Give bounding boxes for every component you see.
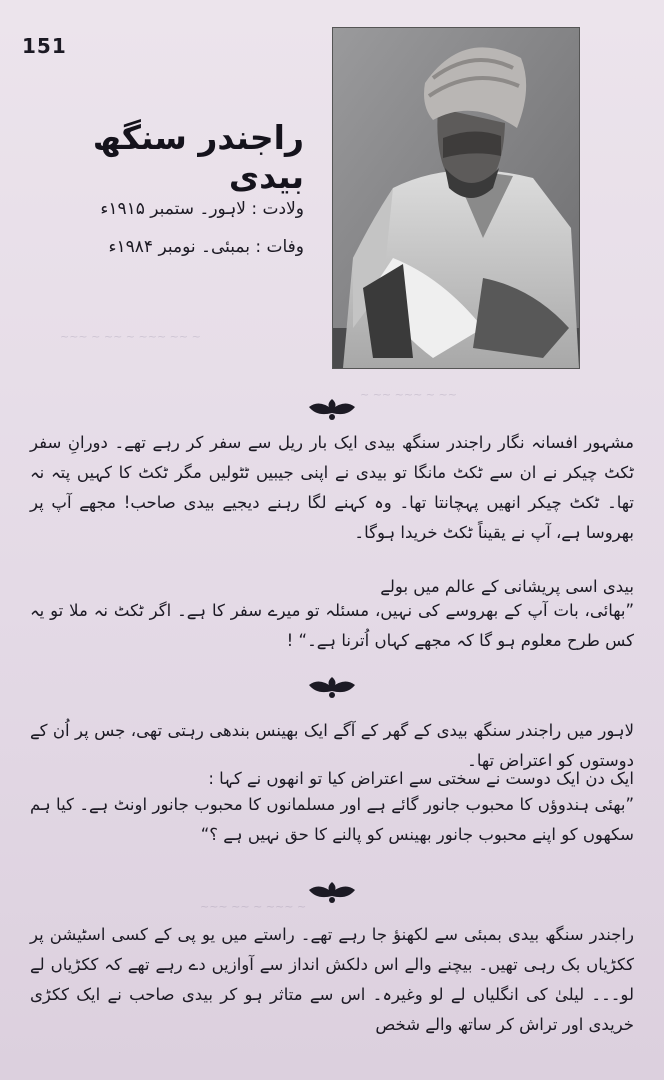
ornament-divider [305,878,359,906]
death-info: وفات : بمبئی۔ نومبر ۱۹۸۴ء [108,237,304,257]
page-number: 151 [22,34,67,58]
show-through-text: ~ ~~~ ~ ~~ ~~~ [200,900,307,913]
anecdote-2-quote: ”بھئی ہندوؤں کا محبوب جانور گائے ہے اور مسلمانوں کا محبوب جانور اونٹ ہے۔ کیا ہم سکھوں کو اپنے محبوب جانور بھینس کو پالنے کا حق نہیں ہے ؟“ [30,795,634,844]
anecdote-1-paragraph: مشہور افسانہ نگار راجندر سنگھ بیدی ایک بار ریل سے سفر کر رہے تھے۔ دورانِ سفر ٹکٹ چیکر نے ان سے ٹکٹ مانگا تو بیدی نے اپنی جیبیں ٹٹولیں مگر ٹکٹ کا کہیں پتہ نہ تھا۔ ٹکٹ چیکر انھیں پہچانتا تھا۔ وہ کہنے لگا رہنے دیجیے بیدی صاحب! مجھے آپ پر بھروسا ہے، آپ نے یقیناً ٹکٹ خریدا ہوگا۔ [30,433,634,542]
anecdote-3-paragraph: راجندر سنگھ بیدی بمبئی سے لکھنؤ جا رہے تھے۔ راستے میں یو پی کے کسی اسٹیشن پر ککڑیاں بک رہی تھیں۔ بیچنے والے اس دلکش انداز سے آوازیں دے رہے تھے کہ ککڑیاں لے لو۔۔۔ لیلیٰ کی انگلیاں لے لو وغیرہ۔ اس سے متاثر ہو کر بیدی صاحب نے ایک ککڑی خریدی اور تراش کر ساتھ والے شخص [30,925,634,1034]
author-portrait-photo [333,28,579,368]
anecdote-1-transition: بیدی اسی پریشانی کے عالم میں بولے [380,577,634,596]
portrait-illustration [333,28,579,368]
ornament-divider [305,673,359,701]
anecdote-1-quote: ”بھائی، بات آپ کے بھروسے کی نہیں، مسئلہ تو میرے سفر کا ہے۔ اگر ٹکٹ نہ ملا تو یہ کس طرح معلوم ہو گا کہ مجھے کہاں اُترنا ہے۔“ ! [30,601,634,650]
show-through-text: ~~ ~ ~~~ ~~ ~ [360,388,457,401]
birth-info: ولادت : لاہور۔ ستمبر ۱۹۱۵ء [100,199,304,219]
author-name-heading: راجندر سنگھ بیدی [92,118,304,196]
ornament-divider [305,395,359,423]
anecdote-2-transition: ایک دن ایک دوست نے سختی سے اعتراض کیا تو انھوں نے کہا : [208,769,634,788]
show-through-text: ~ ~~ ~~~ ~ ~~ ~ ~~~ [60,330,201,343]
anecdote-2-paragraph: لاہور میں راجندر سنگھ بیدی کے گھر کے آگے ایک بھینس بندھی رہتی تھی، جس پر اُن کے دوستوں کو اعتراض تھا۔ [30,721,634,770]
